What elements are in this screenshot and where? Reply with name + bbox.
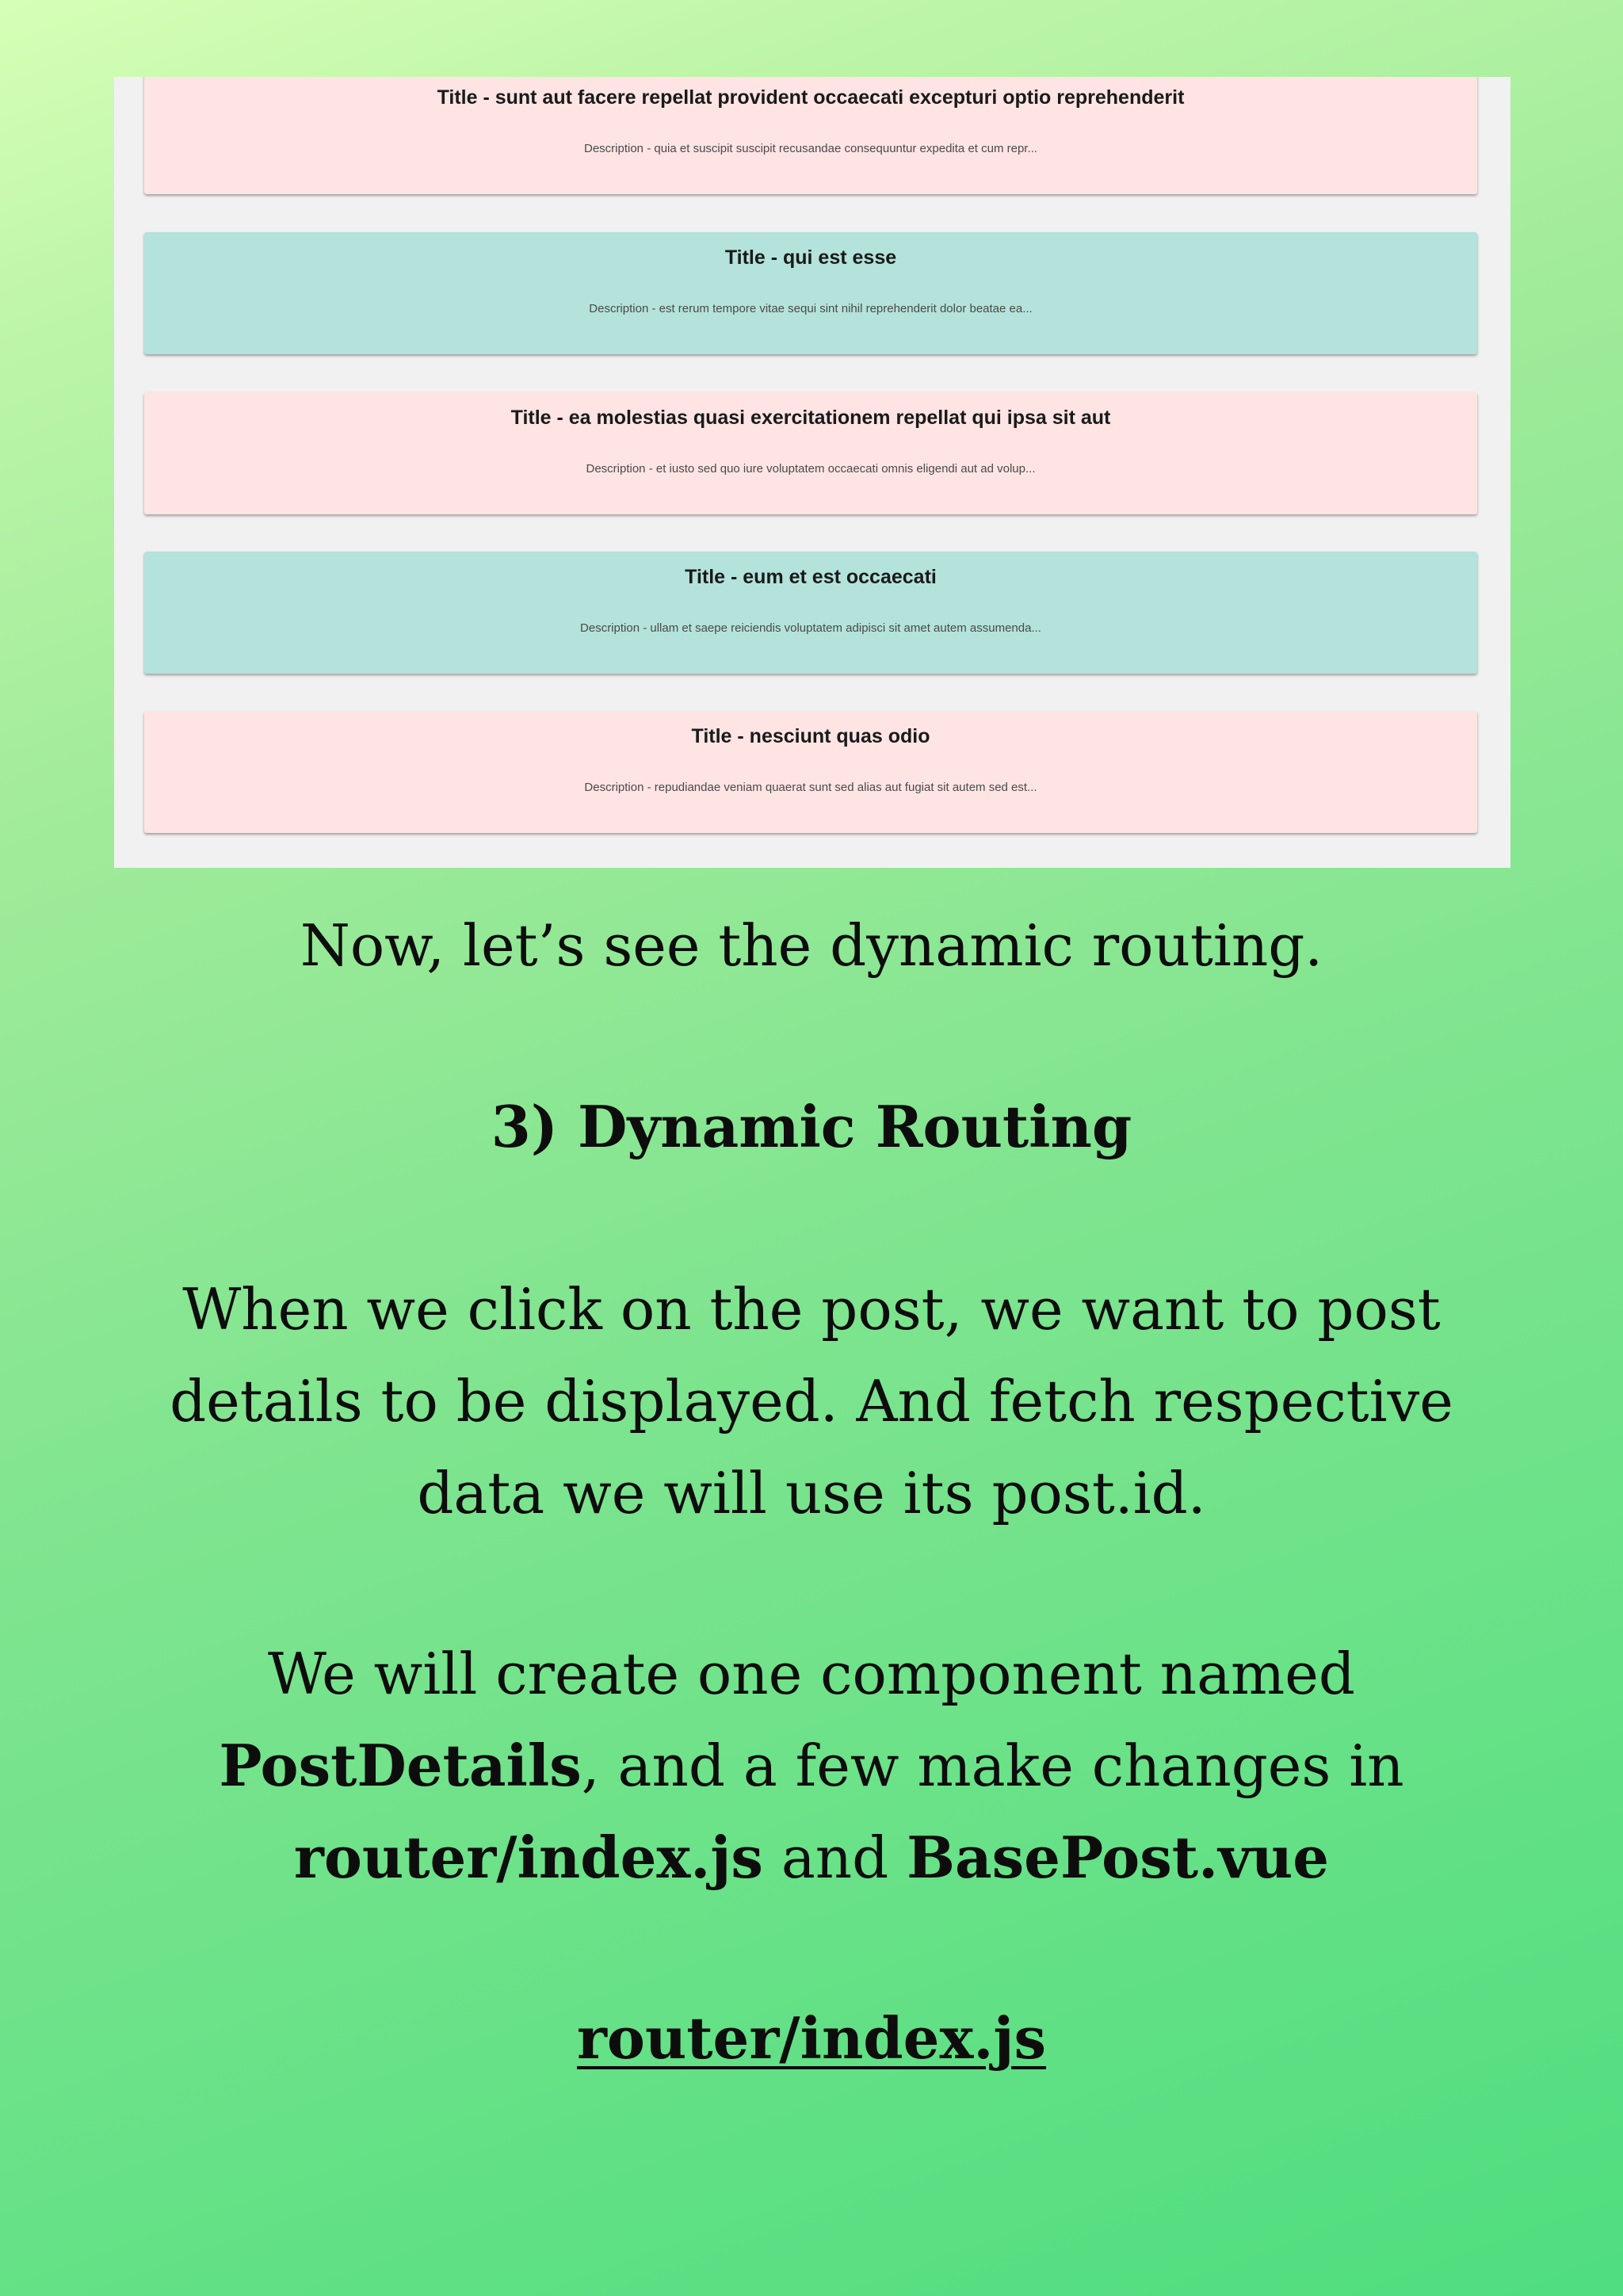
paragraph-text: and (762, 1824, 907, 1891)
component-name: PostDetails (219, 1732, 582, 1799)
post-title: Title - eum et est occaecati (685, 566, 937, 588)
paragraph-line (79, 1720, 1544, 1812)
post-card[interactable] (144, 711, 1477, 833)
paragraph-component (79, 1628, 1544, 1904)
file-name-basepost: BasePost.vue (907, 1824, 1330, 1891)
post-card[interactable] (144, 392, 1477, 514)
post-card[interactable] (144, 232, 1477, 354)
section-heading: 3) Dynamic Routing (491, 1093, 1132, 1160)
post-description: Description - quia et suscipit suscipit recusandae consequuntur expedita et cum repr... (584, 142, 1037, 155)
posts-screenshot (114, 77, 1510, 868)
intro-text: Now, let’s see the dynamic routing. (300, 912, 1323, 979)
file-name-router: router/index.js (293, 1824, 763, 1891)
post-title: Title - ea molestias quasi exercitationem repellat qui ipsa sit aut (510, 407, 1111, 429)
post-title: Title - nesciunt quas odio (691, 725, 930, 747)
paragraph-text: , and a few make changes in (581, 1733, 1404, 1799)
paragraph-line: data we will use its post.id. (417, 1460, 1206, 1526)
post-card[interactable] (144, 552, 1477, 674)
file-heading-text: router/index.js (576, 2004, 1047, 2072)
file-heading (79, 1992, 1544, 2084)
paragraph-line: We will create one component named (268, 1641, 1355, 1707)
post-description: Description - est rerum tempore vitae sequi sint nihil reprehenderit dolor beatae ea... (589, 302, 1033, 315)
post-description: Description - repudiandae veniam quaerat sunt sed alias aut fugiat sit autem sed est... (584, 781, 1037, 794)
paragraph-line: When we click on the post, we want to post (182, 1276, 1441, 1343)
paragraph-dynamic-routing (79, 1263, 1544, 1539)
paragraph-line (79, 1812, 1544, 1904)
post-title: Title - qui est esse (724, 246, 897, 269)
paragraph-line: details to be displayed. And fetch respective (170, 1368, 1453, 1435)
post-title: Title - sunt aut facere repellat provident occaecati excepturi optio reprehenderit (437, 86, 1185, 109)
post-card[interactable] (144, 77, 1477, 194)
post-description: Description - ullam et saepe reiciendis voluptatem adipisci sit amet autem assumenda... (580, 621, 1041, 635)
post-description: Description - et iusto sed quo iure voluptatem occaecati omnis eligendi aut ad volup... (586, 462, 1036, 476)
